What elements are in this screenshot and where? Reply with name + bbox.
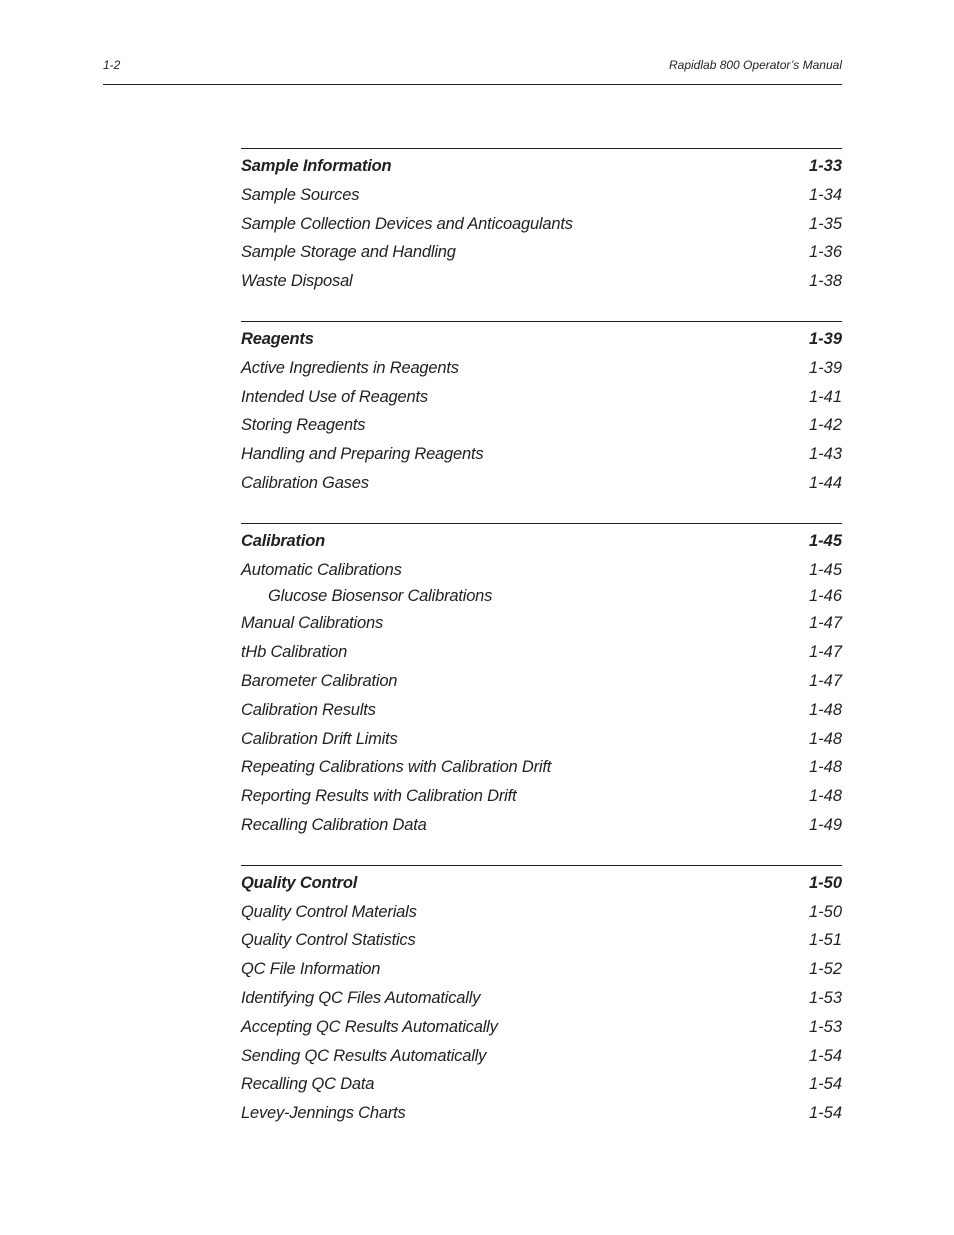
toc-entry-page: 1-38 (808, 272, 842, 291)
toc-entry-label: Recalling Calibration Data (241, 815, 427, 834)
toc-entry-label: Sample Storage and Handling (241, 243, 456, 262)
toc-entry-label: Sample Collection Devices and Anticoagulants (241, 214, 573, 233)
toc-heading-title: Reagents (241, 329, 314, 348)
toc-entry-label: Repeating Calibrations with Calibration Drift (241, 758, 552, 777)
toc-entry-page: 1-34 (808, 185, 842, 204)
toc-entry[interactable] (241, 383, 842, 412)
toc-heading-title: Quality Control (241, 873, 358, 892)
toc-entry[interactable] (241, 955, 842, 984)
toc-entry-page: 1-49 (808, 815, 842, 834)
toc-section (241, 865, 842, 1128)
toc-entry-label: Storing Reagents (241, 416, 366, 435)
toc-entry-label: Calibration Results (241, 700, 376, 719)
toc-entry[interactable] (241, 638, 842, 667)
toc-entry[interactable] (241, 181, 842, 210)
toc-entry-page: 1-46 (808, 587, 842, 606)
toc-entry-page: 1-39 (808, 358, 842, 377)
toc-entry[interactable] (241, 667, 842, 696)
toc-heading-page: 1-33 (808, 157, 842, 175)
toc-entry[interactable] (241, 1042, 842, 1071)
toc-entry[interactable] (241, 984, 842, 1013)
toc-section (241, 148, 842, 296)
toc-entry[interactable] (241, 238, 842, 267)
toc-entry-page: 1-35 (808, 214, 842, 233)
toc-entry[interactable] (241, 725, 842, 754)
toc-entry-page: 1-48 (808, 758, 842, 777)
toc-entry-label: Calibration Drift Limits (241, 729, 398, 748)
toc-entry[interactable] (241, 210, 842, 239)
toc-entry-label: Identifying QC Files Automatically (241, 988, 481, 1007)
toc-entry[interactable] (241, 1099, 842, 1128)
toc-entry[interactable] (241, 753, 842, 782)
toc-section-heading[interactable] (241, 527, 842, 556)
toc-entry[interactable] (241, 556, 842, 585)
toc-entry-page: 1-41 (808, 387, 842, 406)
toc-section-heading[interactable] (241, 325, 842, 354)
toc-section-heading[interactable] (241, 152, 842, 181)
toc-entry-label: Intended Use of Reagents (241, 387, 428, 406)
toc-entry-label: QC File Information (241, 960, 381, 979)
toc-heading-title: Calibration (241, 531, 325, 550)
toc-entry-label: Reporting Results with Calibration Drift (241, 787, 517, 806)
toc-entry[interactable] (241, 609, 842, 638)
toc-heading-title: Sample Information (241, 157, 392, 175)
toc-entry-label: Active Ingredients in Reagents (241, 358, 459, 377)
toc-entry-page: 1-43 (808, 445, 842, 464)
toc-heading-page: 1-45 (808, 531, 842, 550)
toc-entry-label: Calibration Gases (241, 473, 369, 492)
toc-entry[interactable] (241, 440, 842, 469)
toc-entry-label: Automatic Calibrations (241, 560, 402, 579)
table-of-contents (241, 148, 842, 1153)
toc-entry-page: 1-47 (808, 614, 842, 633)
toc-entry[interactable] (241, 811, 842, 840)
toc-subentry[interactable] (241, 584, 842, 609)
toc-entry-label: Manual Calibrations (241, 614, 384, 633)
toc-entry[interactable] (241, 782, 842, 811)
manual-title: Rapidlab 800 Operator’s Manual (669, 58, 842, 72)
toc-heading-page: 1-50 (808, 873, 842, 892)
toc-entry-label: Quality Control Statistics (241, 931, 416, 950)
toc-entry-page: 1-48 (808, 700, 842, 719)
toc-section-heading[interactable] (241, 869, 842, 898)
toc-section (241, 523, 842, 840)
toc-entry-page: 1-48 (808, 729, 842, 748)
toc-entry[interactable] (241, 267, 842, 296)
toc-entry-label: Barometer Calibration (241, 671, 398, 690)
toc-entry[interactable] (241, 411, 842, 440)
toc-entry-page: 1-45 (808, 560, 842, 579)
toc-entry-label: Recalling QC Data (241, 1075, 375, 1094)
toc-entry-page: 1-44 (808, 473, 842, 492)
toc-entry-label: Sample Sources (241, 185, 360, 204)
toc-entry-page: 1-36 (808, 243, 842, 262)
page-header (103, 58, 842, 85)
toc-entry-page: 1-54 (808, 1046, 842, 1065)
toc-entry-label: Handling and Preparing Reagents (241, 445, 484, 464)
toc-heading-page: 1-39 (808, 329, 842, 348)
toc-entry-label: Levey-Jennings Charts (241, 1104, 406, 1123)
toc-entry-label: Quality Control Materials (241, 902, 417, 921)
page-number: 1-2 (103, 58, 121, 72)
toc-entry-label: Glucose Biosensor Calibrations (268, 587, 493, 606)
toc-entry[interactable] (241, 926, 842, 955)
toc-entry[interactable] (241, 1070, 842, 1099)
toc-entry-page: 1-54 (808, 1075, 842, 1094)
toc-entry-label: Waste Disposal (241, 272, 353, 291)
toc-entry[interactable] (241, 354, 842, 383)
toc-entry-label: Accepting QC Results Automatically (241, 1017, 498, 1036)
toc-entry-page: 1-47 (808, 643, 842, 662)
toc-entry-page: 1-54 (808, 1104, 842, 1123)
toc-entry-page: 1-50 (808, 902, 842, 921)
toc-entry-page: 1-42 (808, 416, 842, 435)
toc-entry-page: 1-47 (808, 671, 842, 690)
toc-entry-page: 1-53 (808, 1017, 842, 1036)
toc-entry-label: tHb Calibration (241, 643, 348, 662)
toc-entry-page: 1-52 (808, 960, 842, 979)
toc-entry[interactable] (241, 696, 842, 725)
toc-entry-page: 1-48 (808, 787, 842, 806)
toc-entry[interactable] (241, 1013, 842, 1042)
toc-entry-page: 1-51 (808, 931, 842, 950)
toc-entry-page: 1-53 (808, 988, 842, 1007)
toc-section (241, 321, 842, 498)
toc-entry[interactable] (241, 469, 842, 498)
toc-entry[interactable] (241, 898, 842, 927)
toc-entry-label: Sending QC Results Automatically (241, 1046, 487, 1065)
